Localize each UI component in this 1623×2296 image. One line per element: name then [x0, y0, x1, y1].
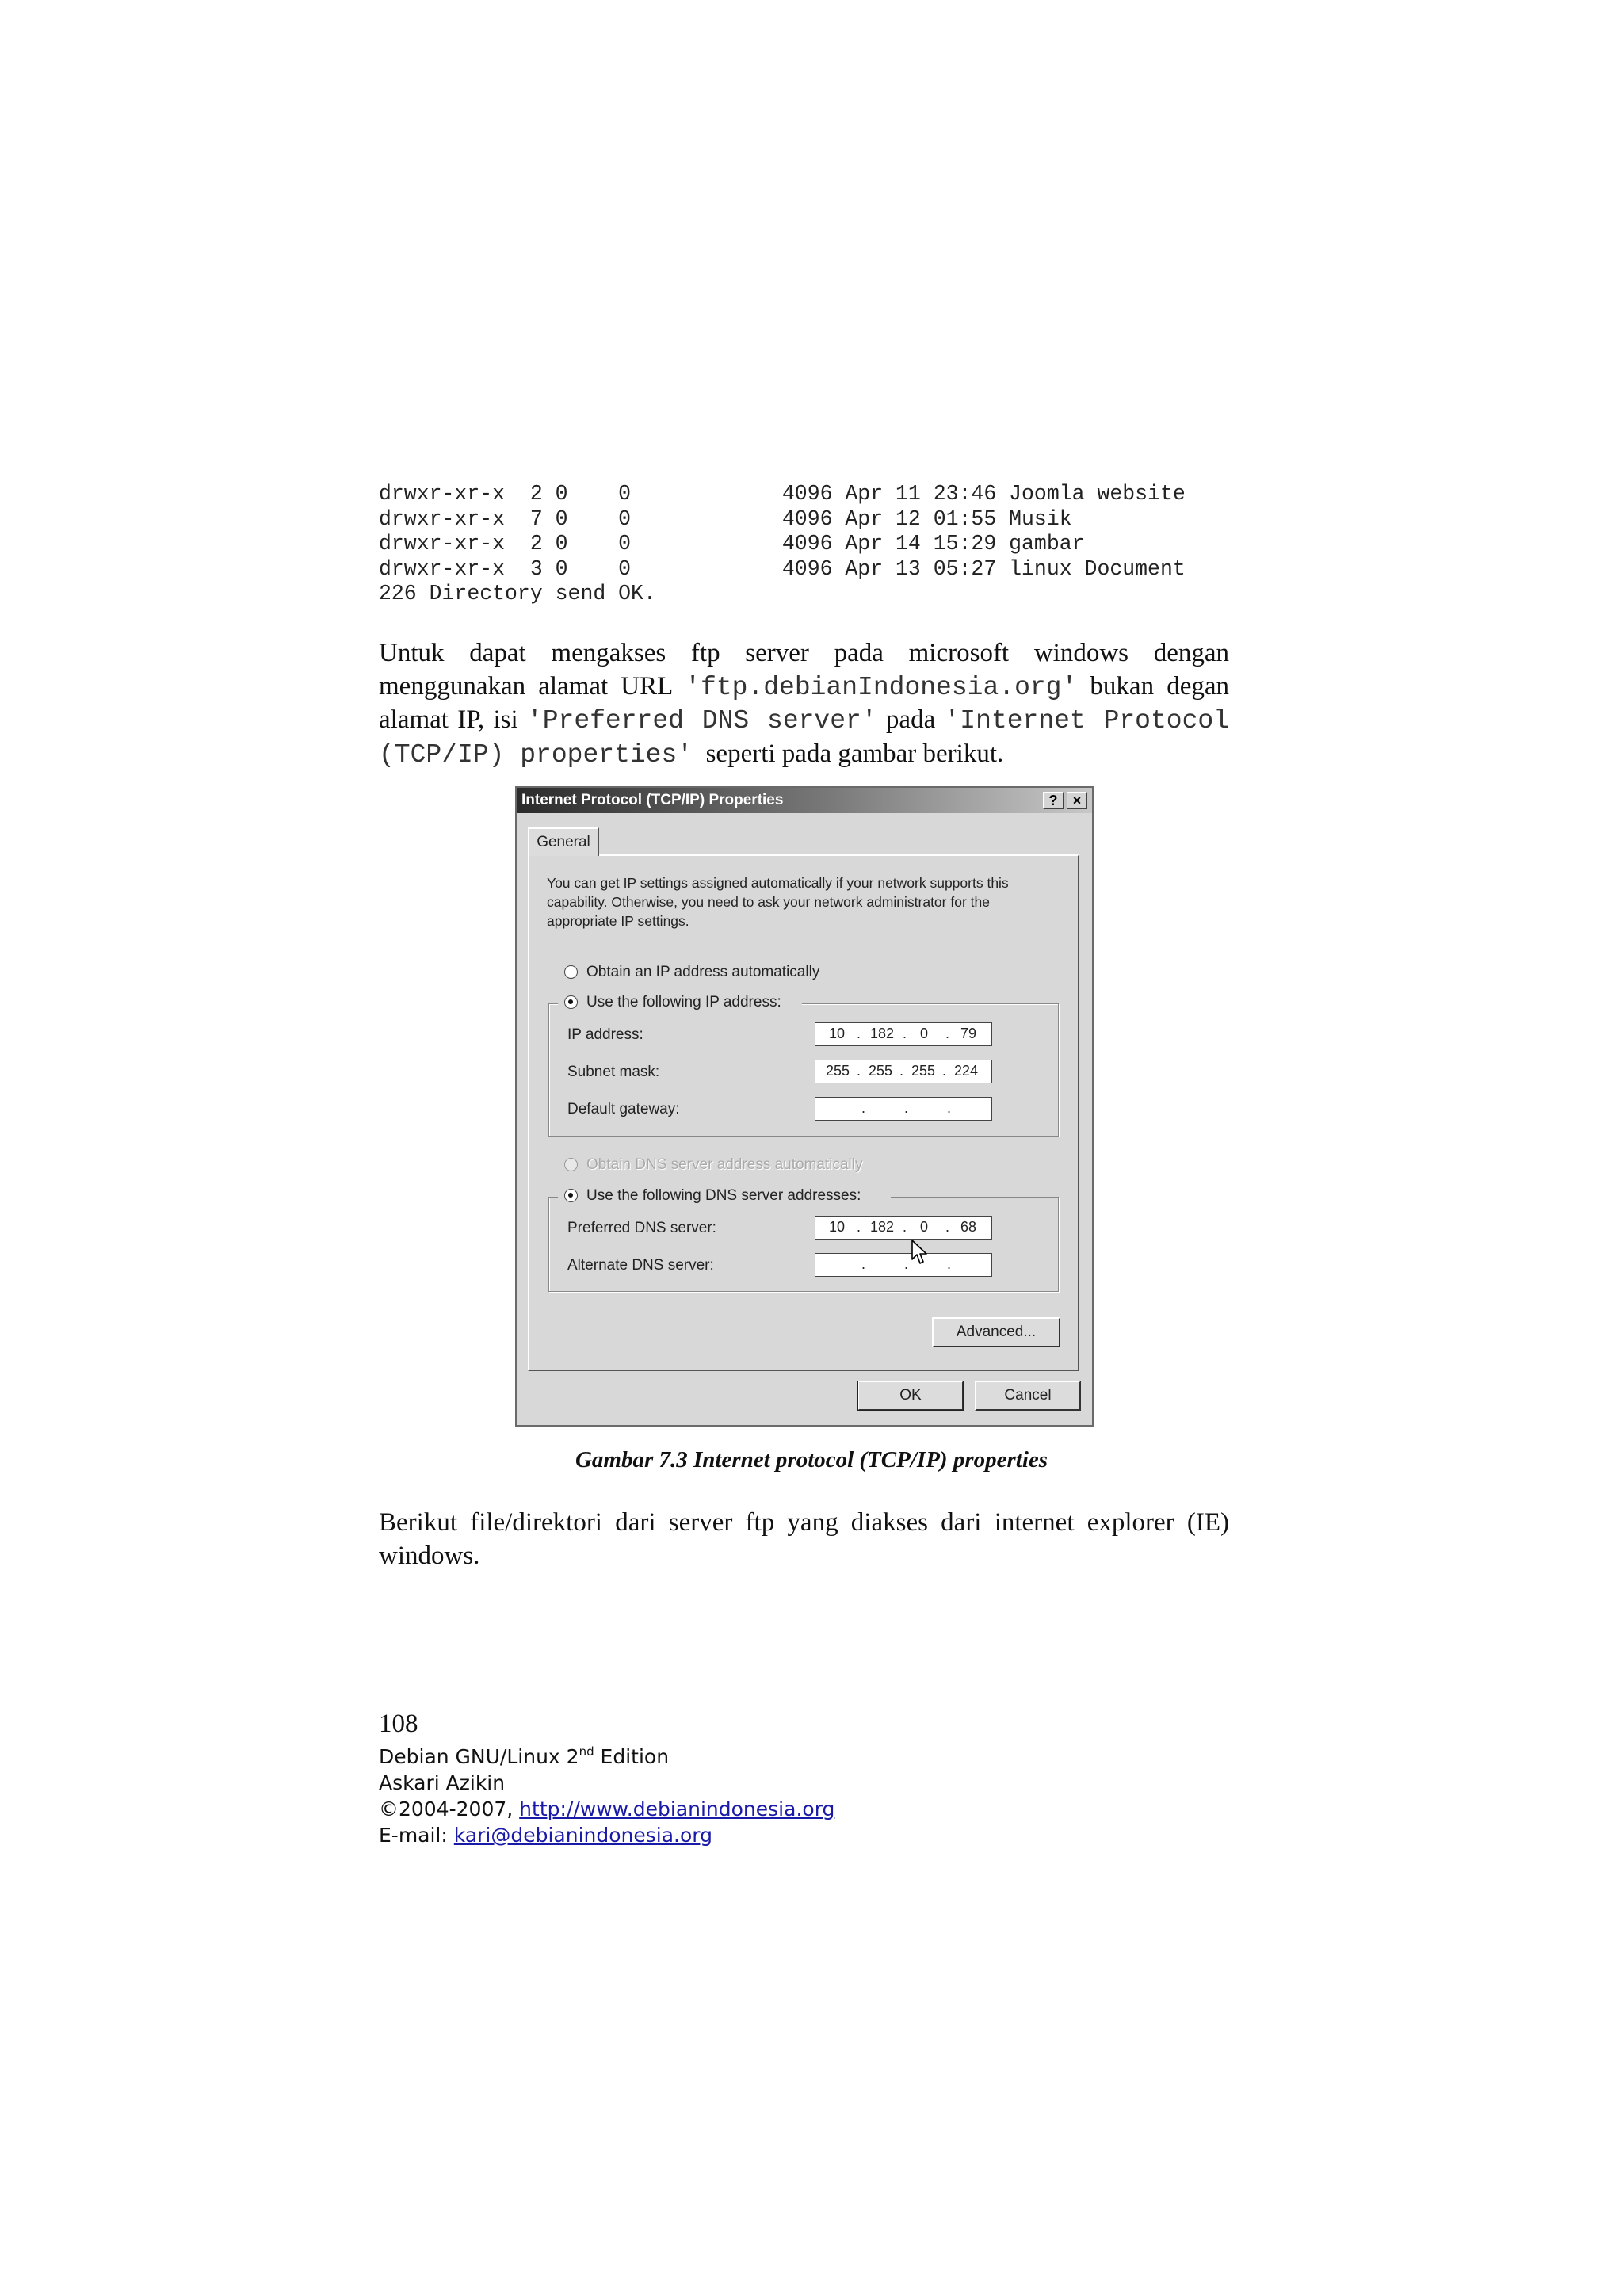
page-number: 108: [379, 1710, 418, 1738]
listing-line: drwxr-xr-x 7 0 0 4096 Apr 12 01:55 Musik: [379, 506, 1072, 531]
tab-general[interactable]: General: [528, 827, 599, 856]
close-button[interactable]: [1067, 792, 1087, 809]
radio-use-following-ip-label: Use the following IP address:: [586, 994, 781, 1010]
listing-status-line: 226 Directory send OK.: [379, 582, 656, 606]
preferred-dns-label: Preferred DNS server:: [567, 1220, 716, 1236]
para-line: alamat IP, isi 'Preferred DNS server' pada 'Internet Protocol: [379, 705, 1229, 735]
alternate-dns-label: Alternate DNS server:: [567, 1257, 714, 1274]
listing-line: drwxr-xr-x 3 0 0 4096 Apr 13 05:27 linux Document: [379, 556, 1186, 581]
second-paragraph: [379, 1507, 1229, 1572]
help-button[interactable]: [1043, 792, 1064, 809]
dialog-title: Internet Protocol (TCP/IP) Properties: [521, 792, 784, 808]
preferred-dns-field[interactable]: 10 . 182 . 0 . 68: [815, 1216, 992, 1240]
listing-line: drwxr-xr-x 2 0 0 4096 Apr 11 23:46 Joomla website: [379, 482, 1186, 506]
radio-use-following-ip[interactable]: [564, 995, 578, 1009]
figure-caption: Gambar 7.3 Internet protocol (TCP/IP) properties: [575, 1447, 1048, 1473]
default-gateway-label: Default gateway:: [567, 1101, 680, 1117]
ok-button[interactable]: OK: [857, 1381, 964, 1411]
para-line: Untuk dapat mengakses ftp server pada microsoft windows dengan: [379, 639, 1229, 667]
cancel-button[interactable]: Cancel: [975, 1381, 1081, 1411]
advanced-button[interactable]: Advanced...: [932, 1317, 1060, 1347]
copyright-line: ©2004-2007, http://www.debianindonesia.org: [379, 1797, 835, 1820]
dialog-intro-text: You can get IP settings assigned automatically if your network supports this capability. Otherwise, you need to ask your network administrator for the appropriate IP settings.: [547, 875, 1009, 929]
website-link[interactable]: http://www.debianindonesia.org: [519, 1797, 835, 1820]
radio-use-following-dns-label: Use the following DNS server addresses:: [586, 1187, 861, 1204]
code-tcpip-properties: (TCP/IP) properties': [379, 739, 693, 770]
ftp-listing: [379, 482, 1251, 607]
subnet-mask-label: Subnet mask:: [567, 1064, 660, 1080]
radio-obtain-ip-auto-label: Obtain an IP address automatically: [586, 964, 820, 980]
mouse-cursor-icon: [911, 1240, 932, 1266]
ip-address-field[interactable]: 10 . 182 . 0 . 79: [815, 1022, 992, 1046]
radio-obtain-dns-auto-label: Obtain DNS server address automatically: [586, 1156, 863, 1173]
para-line: menggunakan alamat URL 'ftp.debianIndonesia.org' bukan degan: [379, 671, 1229, 702]
code-url: 'ftp.debianIndonesia.org': [685, 672, 1078, 702]
page-footer: [379, 1709, 834, 1848]
para-line: (TCP/IP) properties' seperti pada gambar berikut.: [379, 739, 1004, 770]
book-title: Debian GNU/Linux 2nd Edition: [379, 1744, 670, 1768]
listing-line: drwxr-xr-x 2 0 0 4096 Apr 14 15:29 gambar: [379, 532, 1085, 556]
author-name: Askari Azikin: [379, 1771, 506, 1794]
code-preferred-dns: 'Preferred DNS server': [526, 706, 877, 735]
dns-server-group: [548, 1197, 1059, 1292]
alternate-dns-field[interactable]: . . .: [815, 1253, 992, 1277]
help-icon: ?: [1048, 793, 1058, 808]
default-gateway-field[interactable]: . . .: [815, 1097, 992, 1121]
para-line: windows.: [379, 1541, 480, 1570]
email-link[interactable]: kari@debianindonesia.org: [453, 1824, 712, 1847]
radio-obtain-dns-auto[interactable]: [564, 1158, 578, 1171]
dialog-titlebar: [517, 788, 1092, 813]
subnet-mask-field[interactable]: 255 . 255 . 255 . 224: [815, 1060, 992, 1083]
ip-address-label: IP address:: [567, 1026, 643, 1043]
para-line: Berikut file/direktori dari server ftp yang diakses dari internet explorer (IE): [379, 1508, 1229, 1537]
email-line: E-mail: kari@debianindonesia.org: [379, 1824, 712, 1847]
radio-obtain-ip-auto[interactable]: [564, 965, 578, 979]
code-internet-protocol: 'Internet Protocol: [944, 706, 1229, 735]
tcpip-properties-dialog: [515, 786, 1094, 1427]
intro-paragraph: [379, 637, 1229, 771]
close-icon: ×: [1072, 793, 1082, 808]
radio-use-following-dns[interactable]: [564, 1189, 578, 1202]
